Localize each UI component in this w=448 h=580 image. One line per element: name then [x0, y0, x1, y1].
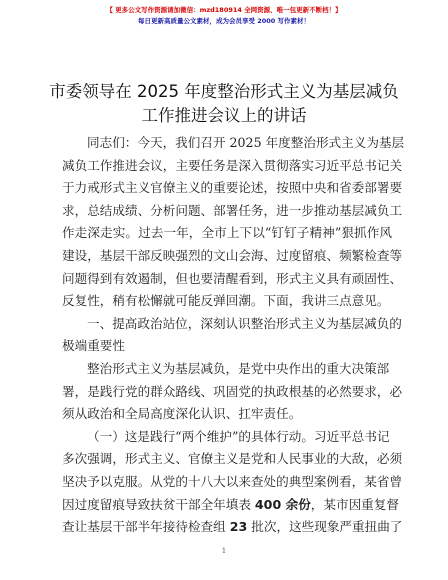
highlight-number-inspections: 23 — [229, 519, 248, 535]
paragraph-3-line-1: 整治形式主义为基层减负，是党中央作出的重大决策部 — [87, 360, 390, 376]
paragraph-4-line-5-text-b: 批次，这些现象严重扭曲了 — [247, 519, 403, 535]
promo-banner-line-1: 【 更多公文写作资源请加微信：mzd180914 全网资源、唯一包更新不断档！】 — [106, 6, 342, 14]
document-body — [62, 132, 405, 539]
paragraph-3-line-2: 署，是践行党的群众路线、巩固党的执政根基的必然要求，必 — [62, 383, 403, 399]
paragraph-4-line-5-text-a: 查让基层干部半年接待检查组 — [62, 519, 230, 535]
paragraph-1-line-1: 同志们：今天，我们召开 2025 年度整治形式主义为基层 — [87, 135, 405, 150]
paragraph-4-line-1: （一）这是践行“两个维护”的具体行动。习近平总书记 — [87, 428, 390, 444]
paragraph-4-line-5 — [62, 516, 403, 539]
paragraph-4-line-3: 坚决予以克服。从党的十八大以来查处的典型案例看，某省曾 — [62, 473, 403, 489]
paragraph-4-line-2: 多次强调，形式主义、官僚主义是党和人民事业的大敌，必须 — [62, 451, 403, 467]
document-title-line-2: 工作推进会议上的讲话 — [141, 106, 307, 125]
paragraph-1-line-8: 反复性，稍有松懈就可能反弹回潮。下面，我讲三点意见。 — [62, 293, 390, 309]
paragraph-1-line-4: 求，总结成绩、分析问题、部署任务，进一步推动基层减负工 — [62, 202, 403, 218]
paragraph-1-line-7: 问题得到有效遏制，但也要清醒看到，形式主义具有顽固性、 — [62, 270, 403, 286]
paragraph-4-line-4-text-b: ，某市因重复督 — [310, 496, 399, 512]
highlight-number-forms: 400 余份 — [254, 496, 311, 512]
paragraph-3-line-3: 须从政治和全局高度深化认识、扛牢责任。 — [62, 406, 302, 422]
paragraph-1-line-6: 建设，基层干部反映强烈的文山会海、过度留痕、频繁检查等 — [62, 247, 403, 263]
paragraph-1-line-3: 于力戒形式主义官僚主义的重要论述，按照中央和省委部署要 — [62, 180, 403, 196]
promo-banner-line-2: 每日更新高质量公文素材，成为会员享受 2000 写作素材！ — [137, 17, 311, 25]
paragraph-4-line-4 — [62, 494, 399, 517]
paragraph-1-line-2: 减负工作推进会议，主要任务是深入贯彻落实习近平总书记关 — [62, 157, 403, 173]
section-heading-line-1: 一、提高政治站位，深刻认识整治形式主义为基层减负的 — [87, 315, 402, 331]
section-heading-line-2: 极端重要性 — [62, 338, 125, 354]
paragraph-1-line-5: 作走深走实。过去一年，全市上下以“钉钉子精神”狠抓作风 — [62, 225, 392, 241]
document-title-line-1: 市委领导在 2025 年度整治形式主义为基层减负 — [49, 82, 399, 101]
paragraph-4-line-4-text-a: 因过度留痕导致扶贫干部全年填表 — [62, 496, 255, 512]
page-number: 1 — [221, 547, 227, 555]
